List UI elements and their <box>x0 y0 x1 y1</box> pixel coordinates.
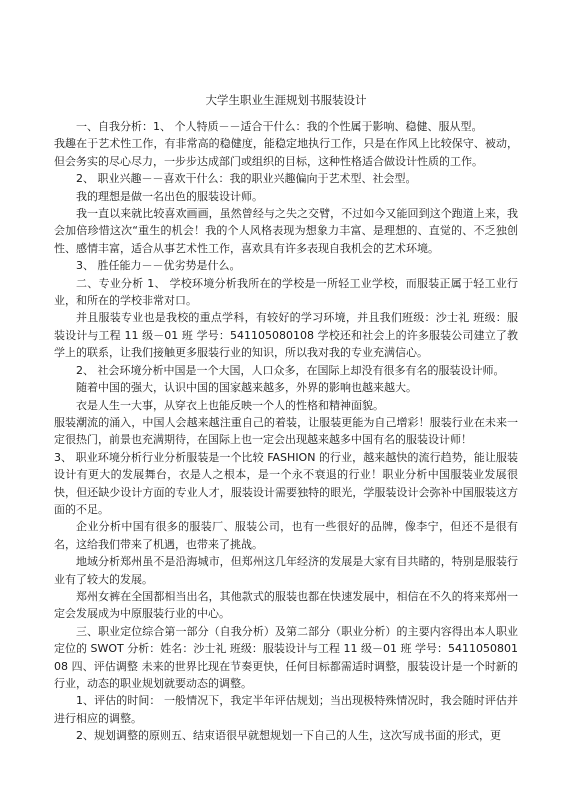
paragraph-enterprise: 企业分析中国有很多的服装厂、服装公司，也有一些很好的品牌，像李宁，但还不是很有名，这给我们带来了机遇，也带来了挑战。 <box>54 520 518 551</box>
document-title: 大学生职业生涯规划书服装设计 <box>205 93 367 107</box>
paragraph-society: 2、 社会环境分析中国是一个大国，人口众多，在国际上却没有很多有名的服装设计师。 <box>76 363 505 377</box>
paragraph-personality: 我趣在于艺术性工作，有非常高的稳健度，能稳定地执行工作，只是在作风上比较保守、被动，但会务实的尽心尽力，一步步达成部门或组织的目标，这种性格适合做设计性质的工作。 <box>54 137 518 168</box>
paragraph-region: 地域分析郑州虽不是沿海城市，但郑州这几年经济的发展是大家有目共睹的，特别是服装行业有了较大的发展。 <box>54 555 518 586</box>
paragraph-evaluation-time: 1、评估的时间： 一般情况下，我定半年评估规划；当出现极特殊情况时，我会随时评估并进行相应的调整。 <box>54 694 518 725</box>
paragraph-clothing: 衣是人生一大事，从穿衣上也能反映一个人的性格和精神面貌。 <box>76 398 384 412</box>
paragraph-competence: 3、 胜任能力－－优劣势是什么。 <box>76 259 241 273</box>
paragraph-interest: 2、 职业兴趣－－喜欢干什么：我的职业兴趣偏向于艺术型、社会型。 <box>76 172 417 186</box>
paragraph-school: 并且服装专业也是我校的重点学科，有较好的学习环境，并且我们班级：沙士礼 班级：服装设计与工程 11 级－01 班 学号：541105080108 学校还和社会上的许多服装公司建立了教学上的联系，让我们接触更多服装行业的知识，所以我对我的专业充满信心。 <box>54 311 518 360</box>
paragraph-zhengzhou: 郑州女裤在全国都相当出名，其他款式的服装也都在快速发展中，相信在不久的将来郑州一定会发展成为中原服装行业的中心。 <box>54 589 518 621</box>
paragraph-trend: 服装潮流的涌入，中国人会越来越注重自己的着装，让服装更能为自己增彩！服装行业在未来一定很热门，前景也充满期待，在国际上也一定会出现越来越多中国有名的服装设计师！ <box>54 415 518 447</box>
paragraph-adjustment: 2、规划调整的原则五、结束语很早就想规划一下自己的人生，这次写成书面的形式，更 <box>76 729 501 743</box>
paragraph-career-positioning: 三、职业定位综合第一部分（自我分析）及第二部分（职业分析）的主要内容得出本人职业定位的 SWOT 分析：姓名：沙士礼 班级：服装设计与工程 11 级－01 班 学号：541105080108 四、评估调整 未来的世界比现在节奏更快，任何目标都需适时调整，服装设计是一个时新的行业，动态的职业规划就要动态的调整。 <box>54 624 518 690</box>
paragraph-ideal: 我的理想是做一名出色的服装设计师。 <box>76 189 263 203</box>
paragraph-industry: 3、 职业环境分析行业分析服装是一个比较 FASHION 的行业，越来越快的流行趋势，能让服装设计有更大的发展舞台，衣是人之根本，是一个永不衰退的行业！职业分析中国服装业发展很快，但还缺少设计方面的专业人才，服装设计需要独特的眼光，学服装设计会弥补中国服装这方面的不足。 <box>54 450 518 516</box>
paragraph-major-analysis: 二、专业分析 1、 学校环境分析我所在的学校是一所轻工业学校，而服装正属于轻工业行业，和所在的学校非常对口。 <box>54 276 518 308</box>
paragraph-china-growth: 随着中国的强大，认识中国的国家越来越多，外界的影响也越来越大。 <box>76 381 417 395</box>
paragraph-self-analysis: 一、自我分析：1、 个人特质－－适合干什么：我的个性属于影响、稳健、服从型。 <box>76 120 483 133</box>
paragraph-drawing: 我一直以来就比较喜欢画画，虽然曾经与之失之交臂，不过如今又能回到这个跑道上来，我会加倍珍惜这次“重生的机会！我的个人风格表现为想象力丰富、是理想的、直觉的、不乏独创性、感情丰富，适合从事艺术性工作，喜欢具有许多表现自我机会的艺术环境。 <box>54 207 518 255</box>
